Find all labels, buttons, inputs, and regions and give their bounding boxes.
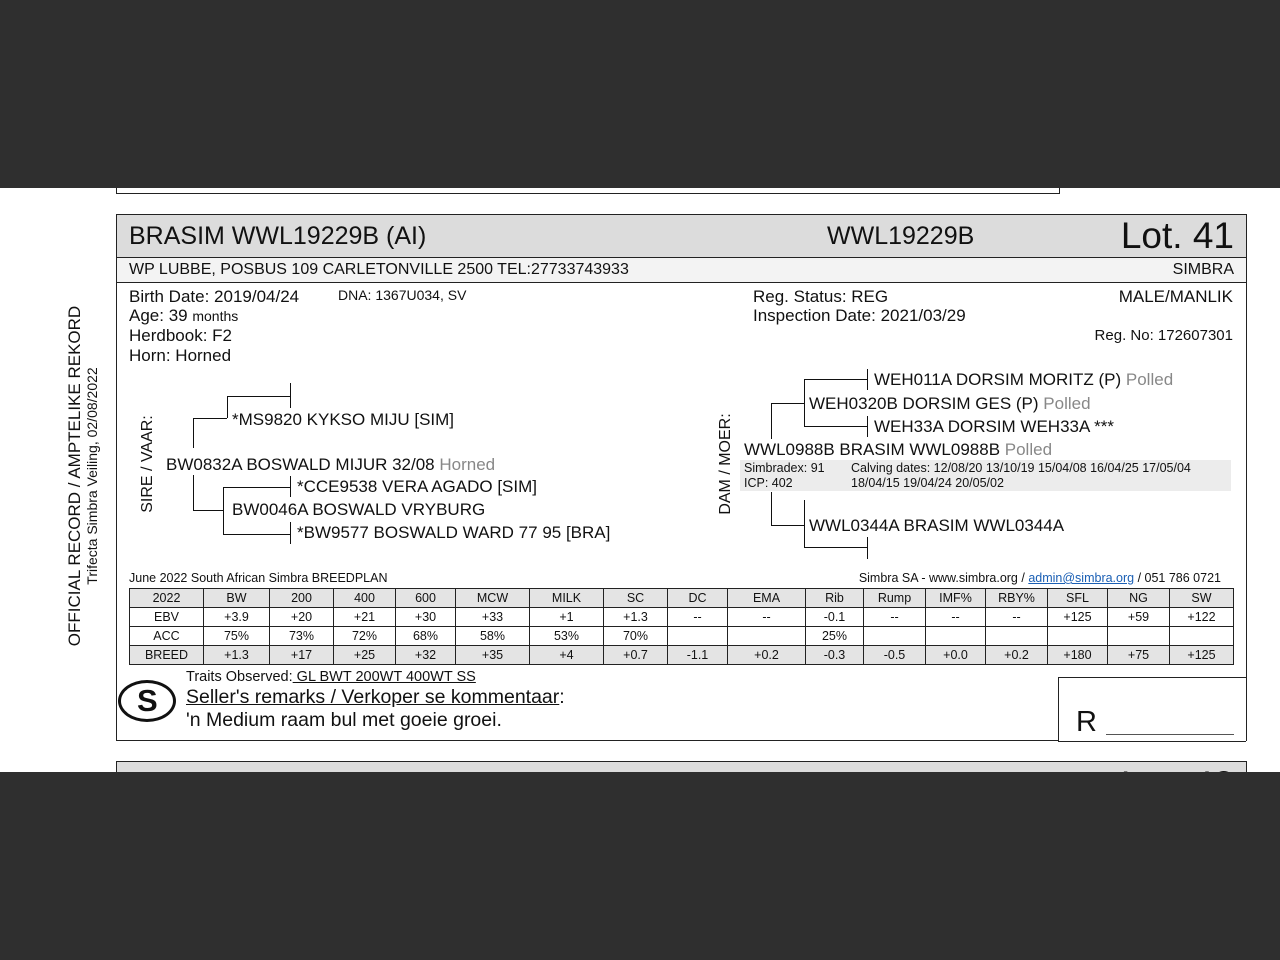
table-cell: +1.3: [604, 608, 668, 627]
previous-card-edge: [116, 188, 1060, 194]
dam-sire-sire-horn: Polled: [1125, 370, 1174, 389]
table-cell: +59: [1108, 608, 1170, 627]
sire-tree-line: [227, 396, 290, 397]
dam-tree-line: [867, 369, 868, 390]
table-cell: 75%: [204, 627, 270, 646]
table-cell: +0.2: [728, 646, 806, 665]
dna-info: DNA: 1367U034, SV: [338, 287, 467, 303]
dam-tree-line: [804, 500, 805, 547]
dam-sire-name: [809, 394, 1091, 414]
table-cell: --: [668, 608, 728, 627]
table-cell: Rib: [806, 589, 864, 608]
birth-date: Birth Date: 2019/04/24: [129, 287, 300, 306]
dam-tree-line: [771, 492, 772, 525]
simbradex: Simbradex: 91: [744, 461, 825, 475]
table-cell: 2022: [130, 589, 204, 608]
sire-name: [166, 455, 495, 475]
sire-dam-name: BW0046A BOSWALD VRYBURG: [232, 500, 486, 519]
table-cell: 600: [396, 589, 456, 608]
table-cell: --: [926, 608, 986, 627]
dam-sire-dam-name: WEH33A DORSIM WEH33A ***: [874, 417, 1114, 436]
dam-tree-line: [771, 525, 804, 526]
remarks-text: 'n Medium raam bul met goeie groei.: [186, 709, 502, 731]
sire-tree-line: [193, 418, 227, 419]
table-cell: 53%: [530, 627, 604, 646]
dam-tree-line: [804, 547, 867, 548]
sire-tree-line: [223, 487, 290, 488]
sire-tree-line: [193, 475, 194, 510]
owner-bar: [117, 258, 1246, 283]
breed-avg-row: [130, 646, 1234, 665]
table-cell: +0.7: [604, 646, 668, 665]
sex-label: MALE/MANLIK: [1118, 287, 1233, 306]
ebv-table: [129, 588, 1234, 665]
dam-tree-line: [804, 379, 805, 426]
reg-number: Reg. No: 172607301: [1094, 327, 1233, 344]
table-cell: --: [864, 608, 926, 627]
sire-sire-name: *MS9820 KYKSO MIJU [SIM]: [232, 410, 455, 429]
traits-value: GL BWT 200WT 400WT SS: [292, 669, 476, 685]
sire-tree-line: [227, 396, 228, 418]
dam-sire-sire-text: WEH011A DORSIM MORITZ (P): [874, 370, 1122, 389]
table-cell: +17: [270, 646, 334, 665]
dam-side-label: DAM / MOER:: [717, 413, 734, 515]
remarks-colon: :: [559, 686, 565, 708]
ebv-row: [130, 608, 1234, 627]
sire-tree-line: [193, 510, 223, 511]
dam-name-text: WWL0988B BRASIM WWL0988B: [744, 440, 1001, 459]
lot-number: Lot. 41: [1120, 215, 1234, 256]
dam-name: [744, 440, 1052, 460]
table-cell: +21: [334, 608, 396, 627]
table-cell: -0.3: [806, 646, 864, 665]
price-label: R: [1076, 706, 1097, 738]
table-cell: +35: [456, 646, 530, 665]
owner-address: WP LUBBE, POSBUS 109 CARLETONVILLE 2500 TEL:27733743933: [129, 261, 629, 278]
sire-dam-dam-name: *BW9577 BOSWALD WARD 77 95 [BRA]: [297, 523, 611, 542]
table-cell: RBY%: [986, 589, 1048, 608]
table-cell: 25%: [806, 627, 864, 646]
official-record-label: OFFICIAL RECORD / AMPTELIKE REKORD: [65, 305, 84, 647]
traits-label: Traits Observed:: [186, 669, 293, 685]
contact-website: Simbra SA - www.simbra.org /: [858, 571, 1025, 585]
table-cell: [728, 627, 806, 646]
dam-tree-line: [771, 403, 804, 404]
dam-tree-line: [804, 379, 867, 380]
sale-name-label: Trifecta Simbra Veiling, 02/08/2022: [84, 367, 100, 585]
table-cell: [668, 627, 728, 646]
table-cell: DC: [668, 589, 728, 608]
sire-dam-sire-name: *CCE9538 VERA AGADO [SIM]: [297, 477, 537, 496]
animal-code: WWL19229B: [827, 222, 975, 250]
table-cell: [864, 627, 926, 646]
dam-sire-horn: Polled: [1043, 394, 1091, 413]
table-cell: +33: [456, 608, 530, 627]
table-cell: +32: [396, 646, 456, 665]
table-cell: EBV: [130, 608, 204, 627]
age: [129, 306, 238, 326]
breedplan-contact: [859, 571, 1221, 585]
breed-name: SIMBRA: [1172, 261, 1234, 278]
table-cell: 200: [270, 589, 334, 608]
table-cell: +122: [1170, 608, 1234, 627]
table-cell: --: [986, 608, 1048, 627]
simbra-logo-letter: S: [137, 683, 158, 718]
table-cell: +3.9: [204, 608, 270, 627]
age-unit: months: [192, 308, 239, 324]
table-cell: MCW: [456, 589, 530, 608]
contact-phone: / 051 786 0721: [1137, 571, 1221, 585]
table-cell: +1: [530, 608, 604, 627]
price-input-line[interactable]: [1106, 734, 1234, 735]
acc-row: [130, 627, 1234, 646]
table-cell: --: [728, 608, 806, 627]
sire-tree-line: [290, 383, 291, 408]
table-cell: Rump: [864, 589, 926, 608]
dam-sire-sire-name: [874, 370, 1173, 390]
table-cell: [986, 627, 1048, 646]
table-cell: +75: [1108, 646, 1170, 665]
icp: ICP: 402: [744, 476, 793, 490]
remarks-title-text: Seller's remarks / Verkoper se kommentaar: [186, 686, 560, 708]
sire-tree-line: [223, 534, 290, 535]
table-cell: NG: [1108, 589, 1170, 608]
table-cell: 68%: [396, 627, 456, 646]
table-cell: 72%: [334, 627, 396, 646]
table-cell: +0.2: [986, 646, 1048, 665]
reg-status: Reg. Status: REG: [753, 287, 889, 306]
simbra-logo: [118, 680, 176, 722]
table-cell: [1170, 627, 1234, 646]
table-cell: SC: [604, 589, 668, 608]
contact-email-link[interactable]: admin@simbra.org: [1028, 571, 1135, 585]
dam-tree-line: [867, 416, 868, 437]
table-cell: BREED: [130, 646, 204, 665]
table-cell: ACC: [130, 627, 204, 646]
dam-tree-line: [771, 403, 772, 439]
sire-side-label: SIRE / VAAR:: [139, 415, 156, 513]
breedplan-title: June 2022 South African Simbra BREEDPLAN: [129, 571, 388, 585]
traits-observed: [186, 669, 476, 685]
table-cell: SW: [1170, 589, 1234, 608]
table-cell: -1.1: [668, 646, 728, 665]
table-cell: IMF%: [926, 589, 986, 608]
table-cell: +125: [1170, 646, 1234, 665]
table-cell: SFL: [1048, 589, 1108, 608]
table-cell: 73%: [270, 627, 334, 646]
table-cell: +20: [270, 608, 334, 627]
table-cell: +0.0: [926, 646, 986, 665]
table-cell: BW: [204, 589, 270, 608]
table-cell: -0.5: [864, 646, 926, 665]
dam-tree-line: [804, 426, 867, 427]
table-cell: 70%: [604, 627, 668, 646]
sire-tree-line: [223, 487, 224, 534]
dam-dam-name: WWL0344A BRASIM WWL0344A: [809, 516, 1065, 535]
horn-status: Horn: Horned: [129, 346, 232, 365]
animal-name: BRASIM WWL19229B (AI): [129, 222, 427, 250]
table-cell: MILK: [530, 589, 604, 608]
dam-horn: Polled: [1004, 440, 1053, 459]
table-cell: [1108, 627, 1170, 646]
ebv-header-row: [130, 589, 1234, 608]
table-cell: +1.3: [204, 646, 270, 665]
sire-horn: Horned: [439, 455, 496, 474]
table-cell: 58%: [456, 627, 530, 646]
table-cell: 400: [334, 589, 396, 608]
table-cell: [1048, 627, 1108, 646]
calving-dates: Calving dates: 12/08/20 13/10/19 15/04/08 16/04/25 17/05/04: [851, 461, 1191, 475]
sire-tree-line: [193, 418, 194, 448]
table-cell: [926, 627, 986, 646]
table-cell: +180: [1048, 646, 1108, 665]
table-cell: -0.1: [806, 608, 864, 627]
sire-tree-line: [290, 476, 291, 497]
lot-header: [117, 215, 1246, 258]
table-cell: +125: [1048, 608, 1108, 627]
sire-tree-line: [290, 522, 291, 544]
herdbook: Herdbook: F2: [129, 326, 232, 345]
table-cell: EMA: [728, 589, 806, 608]
table-cell: +25: [334, 646, 396, 665]
remarks-title: [186, 686, 565, 709]
dam-tree-line: [867, 537, 868, 559]
dam-sire-text: WEH0320B DORSIM GES (P): [809, 394, 1039, 413]
bottom-letterbox: [0, 772, 1280, 960]
top-letterbox: [0, 0, 1280, 188]
calving-dates-cont: 18/04/15 19/04/24 20/05/02: [851, 476, 1004, 490]
age-value: Age: 39: [129, 306, 188, 325]
table-cell: +30: [396, 608, 456, 627]
sire-name-text: BW0832A BOSWALD MIJUR 32/08: [166, 455, 435, 474]
inspection-date: Inspection Date: 2021/03/29: [753, 306, 966, 325]
table-cell: +4: [530, 646, 604, 665]
